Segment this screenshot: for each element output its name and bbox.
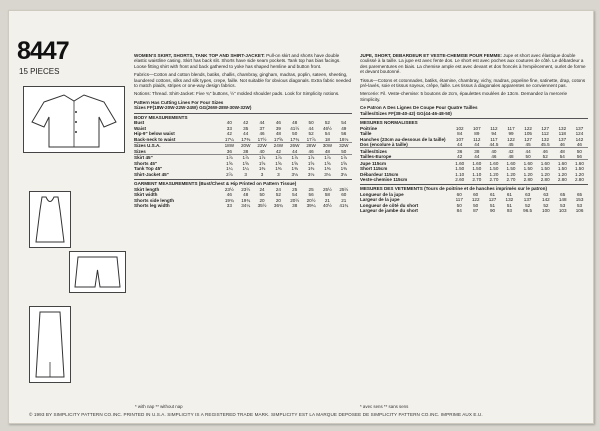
table-cell: 1.20 (506, 171, 516, 177)
english-description: Pull-on skirt and shorts have double elastic waistline casing. Skirt has back slit. Shorts have side seam pockets. Tank top has bias facings. Loose fitting shirt with front and back gathered to yoke has shaped hemline and button front. (134, 53, 341, 69)
table-cell: 20W (238, 143, 254, 149)
table-cell: 1⅞ (254, 155, 270, 161)
table-cell: 142 (542, 197, 550, 203)
table-cell: 105 (524, 131, 532, 137)
table-cell: 1⅞ (287, 155, 303, 161)
table-cell: 38 (292, 203, 298, 209)
table-cell: 107 (472, 125, 481, 131)
table-cell: 46 (226, 192, 232, 198)
table-cell: 1.50 (506, 166, 516, 172)
table-cell: 65 (560, 191, 566, 197)
table-cell: 33 (226, 203, 232, 209)
table-cell: 1.50 (489, 166, 499, 172)
table-cell: 94 (491, 131, 497, 137)
row-label: Largeur de la jupe (360, 197, 400, 203)
table-cell: 96.5 (523, 208, 533, 214)
table-cell: 103 (558, 208, 567, 214)
french-sizes-line: Tailles/Sizes FF(38-40-42) GG(44-46-48-50) (360, 110, 452, 116)
skirt-sketch (29, 306, 71, 383)
copyright-footer: © 1993 BY SIMPLICITY PATTERN CO.INC. PRINTED IN U.S.A. SIMPLICITY IS A REGISTERED TRADE MARK. SIMPLICITY EST LA MARQUE DEPOSEE DE SIMPLICITY PATTERN CO.INC. IMPRIME AUX E.U. (29, 412, 483, 417)
table-cell: 42 (226, 131, 232, 137)
table-cell: 1.10 (472, 171, 482, 177)
table-cell: 38 (468, 148, 485, 154)
row-label: Débardeur 115cm (360, 171, 399, 177)
table-cell: 46 (559, 142, 565, 148)
table-row (360, 208, 588, 214)
table-cell: 50 (571, 148, 588, 154)
table-cell: 42 (457, 154, 463, 160)
table-cell: 1⅝ (291, 160, 298, 166)
table-cell: 23½ (224, 186, 234, 192)
table-cell: 112 (473, 136, 481, 142)
table-cell: 112 (541, 131, 549, 137)
table-cell: 21 (324, 197, 330, 203)
table-cell: 46 (576, 142, 582, 148)
table-cell: 18 (324, 136, 330, 142)
table-cell: 23½ (241, 186, 251, 192)
table-cell: 65 (577, 191, 583, 197)
table-cell: 46 (259, 131, 265, 137)
table-cell: 19¾ (241, 197, 251, 203)
table-cell: 40 (259, 148, 265, 154)
row-label: Poitrine (360, 125, 378, 131)
table-cell: 117 (490, 136, 498, 142)
table-cell: 41¾ (339, 203, 349, 209)
row-label: Skirt width (134, 192, 158, 198)
table-cell: 1⅝ (307, 160, 315, 166)
table-cell: 127 (541, 125, 550, 131)
row-label: Waist (134, 125, 147, 131)
table-cell: 54 (341, 120, 347, 126)
table-cell: 56 (576, 154, 582, 160)
table-cell: 1.50 (455, 166, 465, 172)
table-cell: 93 (506, 208, 512, 214)
table-cell: 46½ (322, 125, 332, 131)
table-cell: 1¼ (226, 166, 233, 172)
english-title: WOMEN'S SKIRT, SHORTS, TANK TOP AND SHIRT-JACKET: (134, 53, 265, 58)
table-cell: 153 (575, 197, 584, 203)
table-cell: 1⅝ (340, 160, 347, 166)
table-cell: 1⅝ (258, 160, 266, 166)
table-cell: 84 (456, 208, 462, 214)
french-body-header: MESURES NORMALISEES (360, 118, 588, 125)
english-sizes-line: Sizes FF(18W-20W-22W-24W) GG(26W-28W-30W-32W) (134, 105, 252, 111)
table-cell: 53 (577, 202, 583, 208)
tank-top-sketch (29, 191, 71, 248)
table-cell: 54 (324, 131, 330, 137)
row-label: Shorts side length (134, 197, 175, 203)
table-cell: 1⅞ (319, 155, 335, 161)
table-cell: 1⅜ (307, 166, 315, 172)
table-cell: 1.50 (540, 166, 550, 172)
pattern-number: 8447 (17, 37, 69, 65)
table-cell: 50 (341, 148, 347, 154)
table-cell: 89 (474, 131, 480, 137)
table-cell: 87 (473, 208, 479, 214)
table-cell: 124 (575, 131, 584, 137)
pieces-count: 15 PIECES (19, 67, 60, 76)
table-cell: 20 (275, 197, 281, 203)
table-cell: 20½ (306, 197, 316, 203)
table-cell: 1⅞ (303, 155, 319, 161)
table-cell: 25½ (339, 186, 349, 192)
row-label: Shirt-Jacket 45" (134, 171, 169, 177)
table-cell: 17⅜ (241, 136, 251, 142)
table-cell: 1.60 (537, 160, 554, 166)
table-cell: 63 (543, 191, 549, 197)
table-cell: 148 (558, 197, 567, 203)
english-cutting-note: Pattern Has Cutting Lines For Four Sizes (134, 99, 224, 105)
table-cell: 49 (341, 125, 347, 131)
table-cell: 1.20 (489, 171, 499, 177)
french-notions: Mercerie: Fil. Veste-chemise: 5 boutons de 2cm, épaulettes moulées de 13cm. Demandez la mercerie Simplicity. (360, 91, 568, 102)
table-cell: 132 (505, 197, 514, 203)
shorts-sketch (69, 251, 126, 293)
table-cell: 2.70 (472, 177, 482, 183)
table-cell: 100 (542, 208, 550, 214)
english-column (134, 53, 352, 208)
table-cell: 56 (308, 192, 314, 198)
table-cell: 17⅝ (273, 136, 283, 142)
table-cell: 1.60 (502, 160, 519, 166)
table-cell: 3 (277, 171, 280, 177)
table-cell: 1.60 (485, 160, 502, 166)
table-cell: 45 (508, 142, 514, 148)
shirt-jacket-sketch (23, 86, 125, 153)
table-cell: 117 (455, 197, 463, 203)
row-label: Hip-9" below waist (134, 131, 175, 137)
table-cell: 2.80 (540, 177, 550, 183)
table-cell: 52 (275, 192, 281, 198)
table-cell: 20 (259, 197, 265, 203)
table-cell: 99 (508, 131, 514, 137)
row-label: Longueur de la jupe (360, 191, 404, 197)
table-cell: 42 (243, 120, 249, 126)
table-cell: 40½ (322, 203, 332, 209)
table-cell: 2.80 (574, 177, 584, 183)
table-cell: 54 (292, 192, 298, 198)
table-cell: 37 (259, 125, 265, 131)
table-cell: 1.20 (540, 171, 550, 177)
row-label: Taille (360, 131, 372, 137)
table-cell: 1.20 (523, 171, 533, 177)
table-cell: 1¼ (242, 166, 249, 172)
table-cell: 1⅞ (336, 155, 352, 161)
table-cell: 44 (259, 120, 265, 126)
french-garment-table (360, 192, 588, 214)
row-label: Tank Top 45" (134, 166, 163, 172)
table-cell: 1⅜ (340, 166, 347, 172)
table-cell: 1.50 (557, 166, 567, 172)
table-cell: 36¾ (273, 203, 283, 209)
table-cell: 46 (491, 154, 497, 160)
table-cell: 90 (489, 208, 496, 214)
row-label: Back-neck to waist (134, 136, 176, 142)
table-cell: 39¼ (306, 203, 316, 209)
table-cell: 44 (457, 142, 463, 148)
row-label: Largeur de jambe du short (360, 208, 418, 214)
table-cell: 46 (308, 148, 314, 154)
table-cell: 132 (541, 136, 550, 142)
table-cell: 52 (542, 154, 548, 160)
table-cell: 1.60 (571, 160, 588, 166)
table-cell: 1⅞ (238, 155, 254, 161)
table-cell: 3⅛ (324, 171, 331, 177)
table-cell: 44 (308, 125, 314, 131)
table-cell: 48 (508, 154, 514, 160)
table-cell: 137 (523, 197, 532, 203)
table-cell: 20½ (290, 197, 300, 203)
table-cell: 1.50 (574, 166, 584, 172)
table-cell: 42 (275, 148, 281, 154)
table-cell: 40 (485, 148, 502, 154)
table-cell: 50 (525, 154, 531, 160)
table-cell: 106 (575, 208, 584, 214)
row-label: Short 115cm (360, 166, 388, 172)
table-cell: 18⅛ (339, 136, 349, 142)
table-cell: 2.60 (455, 177, 465, 183)
table-cell: 35½ (257, 203, 267, 209)
table-row (134, 203, 352, 209)
table-cell: 137 (575, 125, 584, 131)
french-fabrics: Tissus—Cotons et cotonnades, batiks, étamine, chambray, vichy, madras, popeline fine, satinette, drap, cotons pré-lavés, soie et tissus soyeux, crêpe, faille. Les tissus à diagonales apparentes ne conviennent pas. (360, 77, 586, 89)
table-cell: 107 (455, 136, 464, 142)
row-label: Bust (134, 120, 145, 126)
row-label: Sizes (134, 148, 146, 154)
table-cell: 1.60 (554, 160, 571, 166)
table-cell: 1⅜ (291, 166, 298, 172)
table-cell: 3 (244, 171, 247, 177)
table-cell: 46 (537, 148, 554, 154)
table-cell: 44 (292, 148, 298, 154)
table-cell: 1⅞ (270, 155, 286, 161)
table-cell: 28W (303, 143, 319, 149)
table-cell: 17⅞ (306, 136, 316, 142)
table-cell: 122 (507, 136, 515, 142)
table-cell: 50 (456, 202, 462, 208)
table-cell: 33 (226, 125, 232, 131)
table-cell: 2⅞ (226, 171, 233, 177)
table-cell: 48 (243, 192, 249, 198)
french-cutting-note: Ce Patron A Des Lignes De Coupe Pour Quatre Tailles (360, 105, 478, 111)
table-cell: 1.50 (523, 166, 533, 172)
table-cell: 36 (451, 148, 468, 154)
table-cell: 137 (558, 136, 567, 142)
table-cell: 1⅜ (258, 166, 266, 172)
table-cell: 3⅛ (340, 171, 347, 177)
table-cell: 45 (525, 142, 531, 148)
table-cell: 25 (292, 186, 298, 192)
table-cell: 22W (254, 143, 270, 149)
table-cell: 127 (488, 197, 497, 203)
table-cell: 3⅛ (291, 171, 298, 177)
english-fabrics: Fabrics—Cotton and cotton blends, batiks, challis, chambray, gingham, madras, poplin, sateen, sheeting, laundered cottons, silks and silk types, crepe, faille. Not suitable for obvious diagonals. Extra fabric needed to match plaids, stripes or one-way design fabrics. (134, 72, 352, 89)
row-label: Tailles-Europe (360, 154, 392, 160)
table-cell: 132 (558, 125, 567, 131)
table-cell: 52 (324, 120, 330, 126)
french-garment-header: MESURES DES VETEMENTS (Tours de poitrine et de hanches imprimés sur le patron) (360, 184, 588, 191)
table-cell: 1.50 (472, 166, 482, 172)
table-cell: 26W (287, 143, 303, 149)
table-cell: 1.60 (468, 160, 485, 166)
table-cell: 52 (308, 131, 314, 137)
table-cell: 117 (507, 125, 515, 131)
table-cell: 1⅝ (275, 160, 282, 166)
table-cell: 46 (275, 120, 281, 126)
table-cell: 61 (506, 191, 512, 197)
row-label: Hanches (23cm au-dessous de la taille) (360, 136, 446, 142)
table-cell: 40 (226, 120, 232, 126)
table-cell: 63 (525, 191, 531, 197)
table-cell: 30W (319, 143, 335, 149)
table-cell: 41½ (290, 125, 300, 131)
table-cell: 50 (259, 192, 265, 198)
table-cell: 51 (489, 202, 496, 208)
row-label: Sizes U.S.A. (134, 143, 221, 149)
english-notions: Notions: Thread. Shirt-Jacket: Five ¾" buttons, ½" molded shoulder pads. Look for Simplicity notions. (134, 91, 340, 97)
table-cell: 18W (221, 143, 237, 149)
table-cell: 1⅞ (221, 155, 237, 161)
table-cell: 112 (490, 125, 498, 131)
table-row (360, 177, 588, 183)
table-cell: 17¾ (290, 136, 300, 142)
row-label: Shorts leg width (134, 203, 170, 209)
table-cell: 60 (456, 191, 462, 197)
row-label: Longueur de côté du short (360, 202, 419, 208)
row-label: Jupe 115cm (360, 160, 451, 166)
table-cell: 52 (543, 202, 549, 208)
table-cell: 44 (474, 142, 480, 148)
table-cell: 34¼ (241, 203, 251, 209)
table-cell: 54 (559, 154, 565, 160)
table-cell: 45.5 (540, 142, 550, 148)
table-cell: 35 (243, 125, 249, 131)
row-label: Tailles/Sizes (360, 148, 451, 154)
table-cell: 61 (489, 191, 496, 197)
table-cell: 56 (341, 131, 347, 137)
row-label: Shorts 45" (134, 160, 158, 166)
row-label: Veste-chemise 115cm (360, 177, 408, 183)
table-cell: 3 (260, 171, 264, 177)
table-cell: 2.70 (489, 177, 499, 183)
table-cell: 1.20 (574, 171, 584, 177)
table-cell: 50 (473, 202, 479, 208)
table-cell: 2.70 (506, 177, 516, 183)
table-cell: 60 (473, 191, 479, 197)
table-cell: 118 (558, 131, 566, 137)
english-legend: * with nap ** without nap (135, 404, 183, 409)
table-cell: 48 (275, 131, 281, 137)
table-cell: 48 (324, 148, 330, 154)
table-cell: 38 (243, 148, 249, 154)
table-cell: 50 (292, 131, 298, 137)
table-cell: 1.20 (557, 171, 567, 177)
french-description: Jupe et short avec élastique double coulissé à la taille. La jupe est avec fente dos. Le short est avec poches aux coutures de côté. Le débardeur a des parementures en biais. La chemise ample est avec devant et dos froncés à l'empiècement, ourlet de forme et devant boutonné. (360, 53, 586, 75)
table-cell: 48 (292, 120, 298, 126)
table-cell: 1.60 (451, 160, 468, 166)
english-garment-table (134, 186, 352, 208)
table-cell: 24 (275, 186, 281, 192)
table-cell: 24W (270, 143, 286, 149)
row-label: Skirt 45" (134, 155, 221, 161)
table-cell: 52 (525, 202, 531, 208)
table-cell: 60 (341, 192, 347, 198)
table-cell: 51 (506, 202, 512, 208)
table-cell: 58 (324, 192, 330, 198)
table-cell: 50 (308, 120, 314, 126)
table-cell: 1⅜ (275, 166, 282, 172)
table-cell: 84 (457, 131, 463, 137)
table-cell: 42 (502, 148, 519, 154)
table-cell: 3⅛ (307, 171, 315, 177)
french-legend: * avec sens ** sans sens (360, 404, 409, 409)
english-garment-header: GARMENT MEASUREMENTS (Bust/Chest & Hip Printed on Pattern Tissue) (134, 179, 352, 186)
table-cell: 48 (554, 148, 571, 154)
table-cell: 2.80 (523, 177, 533, 183)
row-label: Dos (encolure à taille) (360, 142, 408, 148)
table-cell: 44 (474, 154, 480, 160)
english-body-table (134, 120, 352, 177)
table-cell: 1⅜ (324, 166, 331, 172)
table-cell: 39 (275, 125, 281, 131)
table-cell: 122 (524, 125, 532, 131)
table-cell: 44 (243, 131, 249, 137)
french-column (360, 53, 588, 214)
row-label: Skirt length (134, 186, 160, 192)
table-cell: 53 (560, 202, 566, 208)
table-row (134, 172, 352, 178)
table-cell: 2.80 (557, 177, 567, 183)
table-cell: 122 (471, 197, 480, 203)
table-cell: 25 (308, 186, 314, 192)
table-cell: 19¾ (224, 197, 234, 203)
table-cell: 17¼ (224, 136, 234, 142)
table-cell: 1⅝ (324, 160, 331, 166)
table-cell: 1.10 (455, 171, 465, 177)
french-body-table (360, 125, 588, 182)
table-cell: 1⅝ (242, 160, 249, 166)
table-cell: 32W (336, 143, 352, 149)
table-cell: 127 (524, 136, 532, 142)
table-cell: 24 (259, 186, 265, 192)
english-body-header: BODY MEASUREMENTS (134, 113, 352, 120)
table-cell: 25½ (322, 186, 332, 192)
table-cell: 44.5 (489, 142, 499, 148)
table-cell: 17½ (257, 136, 267, 142)
table-cell: 102 (455, 125, 464, 131)
table-cell: 44 (520, 148, 537, 154)
table-cell: 1⅝ (226, 160, 233, 166)
table-cell: 1.60 (520, 160, 537, 166)
french-title: JUPE, SHORT, DEBARDEUR ET VESTE-CHEMISE POUR FEMME: (360, 53, 502, 58)
table-cell: 36 (226, 148, 232, 154)
table-cell: 142 (575, 136, 584, 142)
table-cell: 21 (341, 197, 347, 203)
pattern-back-sheet (8, 10, 594, 424)
